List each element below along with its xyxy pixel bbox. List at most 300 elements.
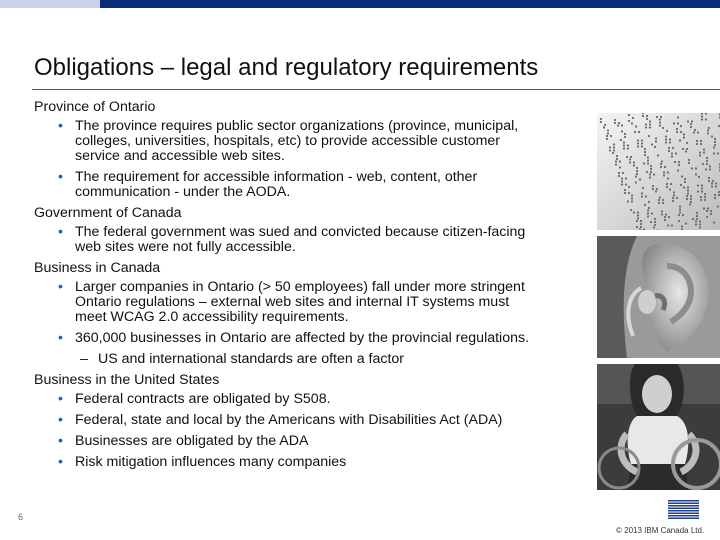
braille-dot xyxy=(618,122,620,124)
braille-dot xyxy=(715,185,717,187)
braille-dot xyxy=(664,166,666,168)
braille-dot xyxy=(662,199,664,201)
bullet-dot-icon: • xyxy=(58,169,63,185)
braille-dot xyxy=(673,122,675,124)
braille-dot xyxy=(646,118,648,120)
bullet-dot-icon: • xyxy=(58,454,63,470)
braille-dot xyxy=(711,135,713,137)
braille-dot xyxy=(664,219,666,221)
braille-dot xyxy=(685,150,687,152)
braille-dot xyxy=(686,142,688,144)
braille-dot xyxy=(637,214,639,216)
bullet-dot-icon: • xyxy=(58,118,63,134)
braille-dot xyxy=(660,163,662,165)
braille-dot xyxy=(668,216,670,218)
braille-dot xyxy=(705,118,707,120)
braille-photo-icon xyxy=(597,113,720,230)
braille-dot xyxy=(612,152,614,154)
braille-dot xyxy=(635,175,637,177)
braille-dot xyxy=(695,167,697,169)
braille-dot xyxy=(682,214,684,216)
braille-dot xyxy=(697,190,699,192)
braille-dot xyxy=(631,197,633,199)
braille-dot xyxy=(679,139,681,141)
braille-dot xyxy=(668,150,670,152)
braille-dot xyxy=(679,208,681,210)
section-heading-government-of-canada: Government of Canada xyxy=(34,205,182,221)
braille-dot xyxy=(649,176,651,178)
braille-dot xyxy=(649,120,651,122)
braille-dot xyxy=(641,142,643,144)
braille-dot xyxy=(600,121,602,123)
braille-dot xyxy=(614,119,616,121)
braille-dot xyxy=(665,213,667,215)
braille-dot xyxy=(680,125,682,127)
braille-dot xyxy=(690,198,692,200)
braille-dot xyxy=(682,148,684,150)
braille-dot xyxy=(699,154,701,156)
braille-dot xyxy=(655,190,657,192)
braille-dot xyxy=(706,163,708,165)
braille-dot xyxy=(615,163,617,165)
braille-dot xyxy=(707,132,709,134)
braille-dot xyxy=(690,195,692,197)
bullet-item: • The requirement for accessible information - web, content, other communication - under the AODA. xyxy=(58,169,478,200)
braille-dot xyxy=(650,221,652,223)
braille-dot xyxy=(713,152,715,154)
braille-dot xyxy=(619,166,621,168)
braille-dot xyxy=(667,224,669,226)
braille-dot xyxy=(630,209,632,211)
braille-dot xyxy=(644,154,646,156)
braille-dot xyxy=(633,211,635,213)
braille-dot xyxy=(640,226,642,228)
braille-dot xyxy=(700,199,702,201)
braille-dot xyxy=(624,192,626,194)
braille-dot xyxy=(647,215,649,217)
braille-dot xyxy=(654,221,656,223)
braille-dot xyxy=(645,123,647,125)
bullet-item: • Federal contracts are obligated by S508. xyxy=(58,391,331,407)
bullet-list xyxy=(34,392,594,470)
braille-dot xyxy=(695,220,697,222)
braille-dot xyxy=(628,192,630,194)
braille-dot xyxy=(706,160,708,162)
braille-dot xyxy=(659,121,661,123)
braille-dot xyxy=(700,143,702,145)
bullet-item: • Businesses are obligated by the ADA xyxy=(58,433,309,449)
braille-dot xyxy=(683,133,685,135)
braille-dot xyxy=(604,124,606,126)
sub-bullet-item: – US and international standards are often a factor xyxy=(80,351,405,367)
braille-dot xyxy=(620,139,622,141)
braille-dot xyxy=(647,209,649,211)
braille-dot xyxy=(644,151,646,153)
braille-dot xyxy=(691,167,693,169)
braille-dot xyxy=(658,202,660,204)
braille-dot xyxy=(678,164,680,166)
braille-dot xyxy=(628,114,630,116)
braille-dot xyxy=(708,127,710,129)
braille-dot xyxy=(641,192,643,194)
braille-dot xyxy=(692,218,694,220)
braille-dot xyxy=(677,116,679,118)
braille-dot xyxy=(686,195,688,197)
bullet-list xyxy=(34,225,594,255)
braille-dot xyxy=(685,222,687,224)
braille-dot xyxy=(675,152,677,154)
braille-dot xyxy=(714,141,716,143)
braille-dot xyxy=(699,151,701,153)
braille-dot xyxy=(657,154,659,156)
braille-dot xyxy=(642,187,644,189)
braille-dot xyxy=(663,171,665,173)
braille-dot xyxy=(671,152,673,154)
bullet-list xyxy=(34,280,594,367)
bullet-dot-icon: • xyxy=(58,279,63,295)
braille-dot xyxy=(621,180,623,182)
braille-dot xyxy=(607,132,609,134)
braille-dot xyxy=(659,196,661,198)
braille-dot xyxy=(701,187,703,189)
braille-dot xyxy=(684,181,686,183)
bullet-dot-icon: • xyxy=(58,433,63,449)
braille-dot xyxy=(702,163,704,165)
braille-dot xyxy=(669,138,671,140)
braille-dot xyxy=(660,116,662,118)
ibm-logo-stripe xyxy=(668,513,699,515)
braille-dot xyxy=(613,149,615,151)
braille-dot xyxy=(678,214,680,216)
braille-dot xyxy=(603,126,605,128)
braille-dot xyxy=(616,155,618,157)
braille-dot xyxy=(615,160,617,162)
braille-dot xyxy=(681,225,683,227)
braille-dot xyxy=(631,122,633,124)
braille-dot xyxy=(627,144,629,146)
braille-dot xyxy=(632,117,634,119)
braille-dot xyxy=(656,188,658,190)
braille-dot xyxy=(618,175,620,177)
braille-dot xyxy=(648,207,650,209)
slide-content xyxy=(34,100,594,476)
braille-dot xyxy=(635,181,637,183)
braille-dot xyxy=(717,205,719,207)
braille-dot xyxy=(699,226,701,228)
braille-dot xyxy=(662,202,664,204)
braille-dot xyxy=(676,128,678,130)
braille-dot xyxy=(627,147,629,149)
braille-dot xyxy=(696,140,698,142)
braille-dot xyxy=(705,168,707,170)
braille-dot xyxy=(690,201,692,203)
braille-dot xyxy=(707,129,709,131)
braille-dot xyxy=(673,194,675,196)
braille-dot xyxy=(647,159,649,161)
braille-dot xyxy=(711,182,713,184)
braille-dot xyxy=(664,216,666,218)
braille-dot xyxy=(644,148,646,150)
braille-dot xyxy=(704,193,706,195)
braille-dot xyxy=(680,131,682,133)
braille-dot xyxy=(636,170,638,172)
ibm-logo-stripe xyxy=(668,515,699,517)
braille-dot xyxy=(622,172,624,174)
braille-dot xyxy=(703,148,705,150)
braille-dot xyxy=(699,220,701,222)
braille-dot xyxy=(701,115,703,117)
braille-dot xyxy=(660,166,662,168)
braille-dot xyxy=(713,221,715,223)
braille-dot xyxy=(652,188,654,190)
ibm-logo-stripe xyxy=(668,503,699,505)
braille-dot xyxy=(672,197,674,199)
braille-dot xyxy=(697,184,699,186)
braille-dot xyxy=(680,184,682,186)
ibm-logo-stripe xyxy=(668,518,699,520)
ibm-logo-stripe xyxy=(668,505,699,507)
braille-dot xyxy=(610,135,612,137)
section-heading-business-in-canada: Business in Canada xyxy=(34,260,161,276)
braille-dot xyxy=(661,213,663,215)
braille-dot xyxy=(666,186,668,188)
braille-dot xyxy=(650,171,652,173)
braille-dot xyxy=(700,196,702,198)
ibm-logo xyxy=(668,500,699,520)
braille-dot xyxy=(677,122,679,124)
section-heading-province-of-ontario: Province of Ontario xyxy=(34,99,156,115)
braille-dot xyxy=(713,146,715,148)
braille-dot xyxy=(672,200,674,202)
braille-dot xyxy=(624,189,626,191)
wheelchair-user-photo-icon xyxy=(597,364,720,490)
braille-dot xyxy=(625,183,627,185)
braille-dot xyxy=(687,192,689,194)
braille-dot xyxy=(635,125,637,127)
braille-dot xyxy=(695,173,697,175)
braille-dot xyxy=(662,127,664,129)
braille-dot xyxy=(621,183,623,185)
braille-dot xyxy=(639,178,641,180)
braille-dot xyxy=(637,211,639,213)
braille-dot xyxy=(688,162,690,164)
braille-dot xyxy=(714,138,716,140)
braille-dot xyxy=(626,156,628,158)
braille-dot xyxy=(690,123,692,125)
braille-dot xyxy=(714,197,716,199)
braille-dot xyxy=(641,139,643,141)
braille-dot xyxy=(656,116,658,118)
braille-dot xyxy=(678,161,680,163)
braille-dot xyxy=(636,220,638,222)
braille-dot xyxy=(621,130,623,132)
braille-dot xyxy=(690,126,692,128)
braille-dot xyxy=(636,167,638,169)
braille-dot xyxy=(623,141,625,143)
page-number: 6 xyxy=(18,512,24,522)
braille-dot xyxy=(645,126,647,128)
braille-dot xyxy=(637,145,639,147)
braille-dot xyxy=(638,131,640,133)
braille-dot xyxy=(717,152,719,154)
braille-dot xyxy=(687,120,689,122)
braille-dot xyxy=(708,180,710,182)
braille-dot xyxy=(641,195,643,197)
braille-dot xyxy=(665,138,667,140)
bullet-item: • The federal government was sued and convicted because citizen-facing web sites were not fully accessible. xyxy=(58,224,526,255)
braille-dot xyxy=(651,212,653,214)
braille-dot xyxy=(665,135,667,137)
braille-dot xyxy=(634,131,636,133)
braille-dot xyxy=(606,138,608,140)
braille-dot xyxy=(700,140,702,142)
braille-dot xyxy=(623,144,625,146)
braille-dot xyxy=(676,197,678,199)
braille-dot xyxy=(600,118,602,120)
braille-dot xyxy=(706,157,708,159)
braille-dot xyxy=(668,147,670,149)
braille-dot xyxy=(653,173,655,175)
braille-dot xyxy=(670,183,672,185)
braille-dot xyxy=(691,120,693,122)
section-heading-business-in-us: Business in the United States xyxy=(34,372,220,388)
braille-dot xyxy=(643,162,645,164)
braille-dot xyxy=(678,220,680,222)
braille-dot xyxy=(671,155,673,157)
braille-dot xyxy=(649,123,651,125)
braille-dot xyxy=(696,212,698,214)
bullet-dot-icon: • xyxy=(58,330,63,346)
braille-dot xyxy=(629,161,631,163)
braille-dot xyxy=(697,131,699,133)
braille-dot xyxy=(696,218,698,220)
braille-dot xyxy=(648,135,650,137)
braille-dot xyxy=(633,164,635,166)
braille-dot xyxy=(629,158,631,160)
top-banner xyxy=(0,0,720,8)
braille-dot xyxy=(703,207,705,209)
braille-dot xyxy=(650,165,652,167)
bullet-item: • The province requires public sector organizations (province, municipal, colleges, universities, hospitals, etc) to provide accessible customer service and accessible web sites. xyxy=(58,118,519,164)
braille-dot xyxy=(654,146,656,148)
braille-dot xyxy=(709,168,711,170)
braille-dot xyxy=(687,189,689,191)
braille-dot xyxy=(647,212,649,214)
braille-dot xyxy=(669,188,671,190)
braille-dot xyxy=(618,172,620,174)
braille-dot xyxy=(658,199,660,201)
braille-dot xyxy=(665,141,667,143)
braille-dot xyxy=(709,165,711,167)
braille-dot xyxy=(645,195,647,197)
ibm-logo-stripe xyxy=(668,510,699,512)
braille-dot xyxy=(642,115,644,117)
braille-dot xyxy=(628,120,630,122)
bullet-list xyxy=(34,119,594,200)
bullet-item: • 360,000 businesses in Ontario are affected by the provincial regulations. xyxy=(58,330,530,346)
braille-dot xyxy=(694,129,696,131)
braille-dot xyxy=(619,160,621,162)
braille-dot xyxy=(646,115,648,117)
braille-dot xyxy=(636,226,638,228)
braille-dot xyxy=(661,160,663,162)
braille-dot xyxy=(630,156,632,158)
braille-dot xyxy=(672,147,674,149)
braille-dot xyxy=(666,183,668,185)
braille-dot xyxy=(707,207,709,209)
braille-dot xyxy=(706,216,708,218)
braille-dot xyxy=(689,203,691,205)
braille-dot xyxy=(701,190,703,192)
braille-dot xyxy=(673,191,675,193)
braille-dot xyxy=(674,161,676,163)
braille-dot xyxy=(637,139,639,141)
braille-dot xyxy=(647,156,649,158)
bullet-dot-icon: • xyxy=(58,412,63,428)
braille-dot xyxy=(698,176,700,178)
braille-dot xyxy=(679,211,681,213)
braille-dot xyxy=(653,226,655,228)
braille-dot xyxy=(706,210,708,212)
braille-dot xyxy=(661,210,663,212)
braille-dot xyxy=(681,175,683,177)
slide-title: Obligations – legal and regulatory requirements xyxy=(34,54,539,81)
braille-dot xyxy=(613,146,615,148)
braille-dot xyxy=(616,158,618,160)
braille-dot xyxy=(651,143,653,145)
braille-dot xyxy=(711,185,713,187)
braille-dot xyxy=(646,171,648,173)
braille-dot xyxy=(640,220,642,222)
braille-dot xyxy=(715,182,717,184)
braille-dot xyxy=(714,194,716,196)
braille-dot xyxy=(621,177,623,179)
braille-dot xyxy=(701,118,703,120)
braille-dot xyxy=(696,215,698,217)
bullet-dot-icon: • xyxy=(58,224,63,240)
braille-dot xyxy=(627,200,629,202)
braille-dot xyxy=(637,217,639,219)
braille-dot xyxy=(683,186,685,188)
braille-dot xyxy=(647,162,649,164)
braille-dot xyxy=(650,168,652,170)
braille-dot xyxy=(640,223,642,225)
braille-dot xyxy=(655,140,657,142)
braille-dot xyxy=(628,186,630,188)
top-banner-accent xyxy=(0,0,100,8)
braille-dot xyxy=(613,143,615,145)
braille-dot xyxy=(704,199,706,201)
braille-dot xyxy=(687,186,689,188)
braille-dot xyxy=(655,137,657,139)
copyright-text: © 2013 IBM Canada Ltd. xyxy=(616,526,705,535)
bullet-item: • Federal, state and local by the Americans with Disabilities Act (ADA) xyxy=(58,412,503,428)
braille-dot xyxy=(710,213,712,215)
braille-dot xyxy=(712,180,714,182)
ibm-logo-stripe xyxy=(668,500,699,502)
braille-dot xyxy=(676,131,678,133)
braille-dot xyxy=(686,148,688,150)
braille-dot xyxy=(654,224,656,226)
braille-dot xyxy=(671,224,673,226)
braille-dot xyxy=(696,143,698,145)
braille-dot xyxy=(614,122,616,124)
braille-dot xyxy=(659,118,661,120)
braille-dot xyxy=(701,184,703,186)
braille-dot xyxy=(669,141,671,143)
braille-dot xyxy=(631,200,633,202)
braille-dot xyxy=(641,145,643,147)
